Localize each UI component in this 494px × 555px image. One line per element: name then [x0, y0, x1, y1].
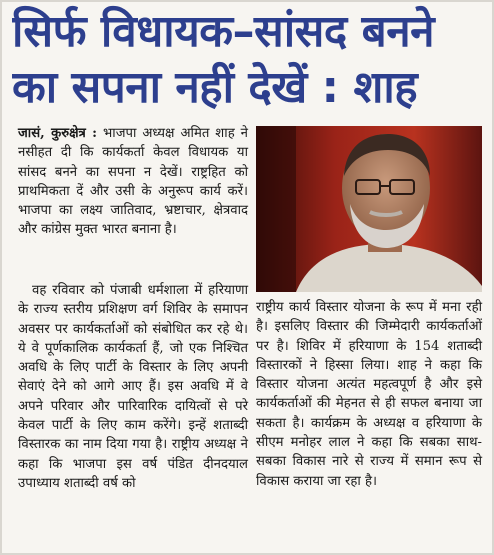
- headline-line-1: सिर्फ विधायक–सांसद बनने: [12, 6, 435, 57]
- dateline: जासं, कुरुक्षेत्र :: [18, 126, 98, 141]
- body-paragraph-block: [18, 281, 248, 493]
- headline: [12, 4, 488, 116]
- lead-paragraph: [18, 124, 248, 240]
- headline-line-2: का सपना नहीं देखें : शाह: [12, 62, 418, 113]
- body-paragraph: वह रविवार को पंजाबी धर्मशाला में हरियाणा के राज्य स्तरीय प्रशिक्षण वर्ग शिविर के समापन अवसर पर कार्यकर्ताओं को संबोधित कर रहे थे। ये वे पूर्णकालिक कार्यकर्ता हैं, जो एक निश्चित अवधि के लिए पार्टी के विस्तार के लिए अपनी सेवाएं देने को आगे आए हैं। इस अवधि में वे अपने परिवार और पारिवारिक दायित्वों से परे केवल पार्टी के लिए काम करेंगे। इन्हें शताब्दी विस्तारक का नाम दिया गया है। राष्ट्रीय अध्यक्ष ने कहा कि भाजपा इस वर्ष पंडित दीनदयाल उपाध्याय शताब्दी वर्ष को: [18, 283, 248, 491]
- portrait-photo: [256, 126, 482, 292]
- lead-paragraph-block: [18, 124, 248, 240]
- portrait-illustration: [256, 126, 482, 292]
- lead-text: भाजपा अध्यक्ष अमित शाह ने नसीहत दी कि कार्यकर्ता केवल विधायक या सांसद बनने का सपना न देखें। राष्ट्रहित को प्राथमिकता दें और उसी के अनुरूप कार्य करें। भाजपा का लक्ष्य जातिवाद, भ्रष्टाचार, क्षेत्रवाद और कांग्रेस मुक्त भारत बनाना है।: [18, 126, 248, 238]
- right-column: [256, 298, 482, 491]
- right-column-paragraph: राष्ट्रीय कार्य विस्तार योजना के रूप में मना रही है। इसलिए विस्तार की जिम्मेदारी कार्यकर्ताओं पर है। शिविर में हरियाणा के 154 शताब्दी विस्तारकों ने हिस्सा लिया। शाह ने कहा कि विस्तार योजना अत्यंत महत्वपूर्ण है और इसे कार्यकर्ताओं की मेहनत से ही सफल बनाया जा सकता है। कार्यक्रम के अध्यक्ष व हरियाणा के सीएम मनोहर लाल ने कहा कि सबका साथ-सबका विकास नारे से राज्य में समान रूप से विकास कराया जा रहा है।: [256, 300, 482, 489]
